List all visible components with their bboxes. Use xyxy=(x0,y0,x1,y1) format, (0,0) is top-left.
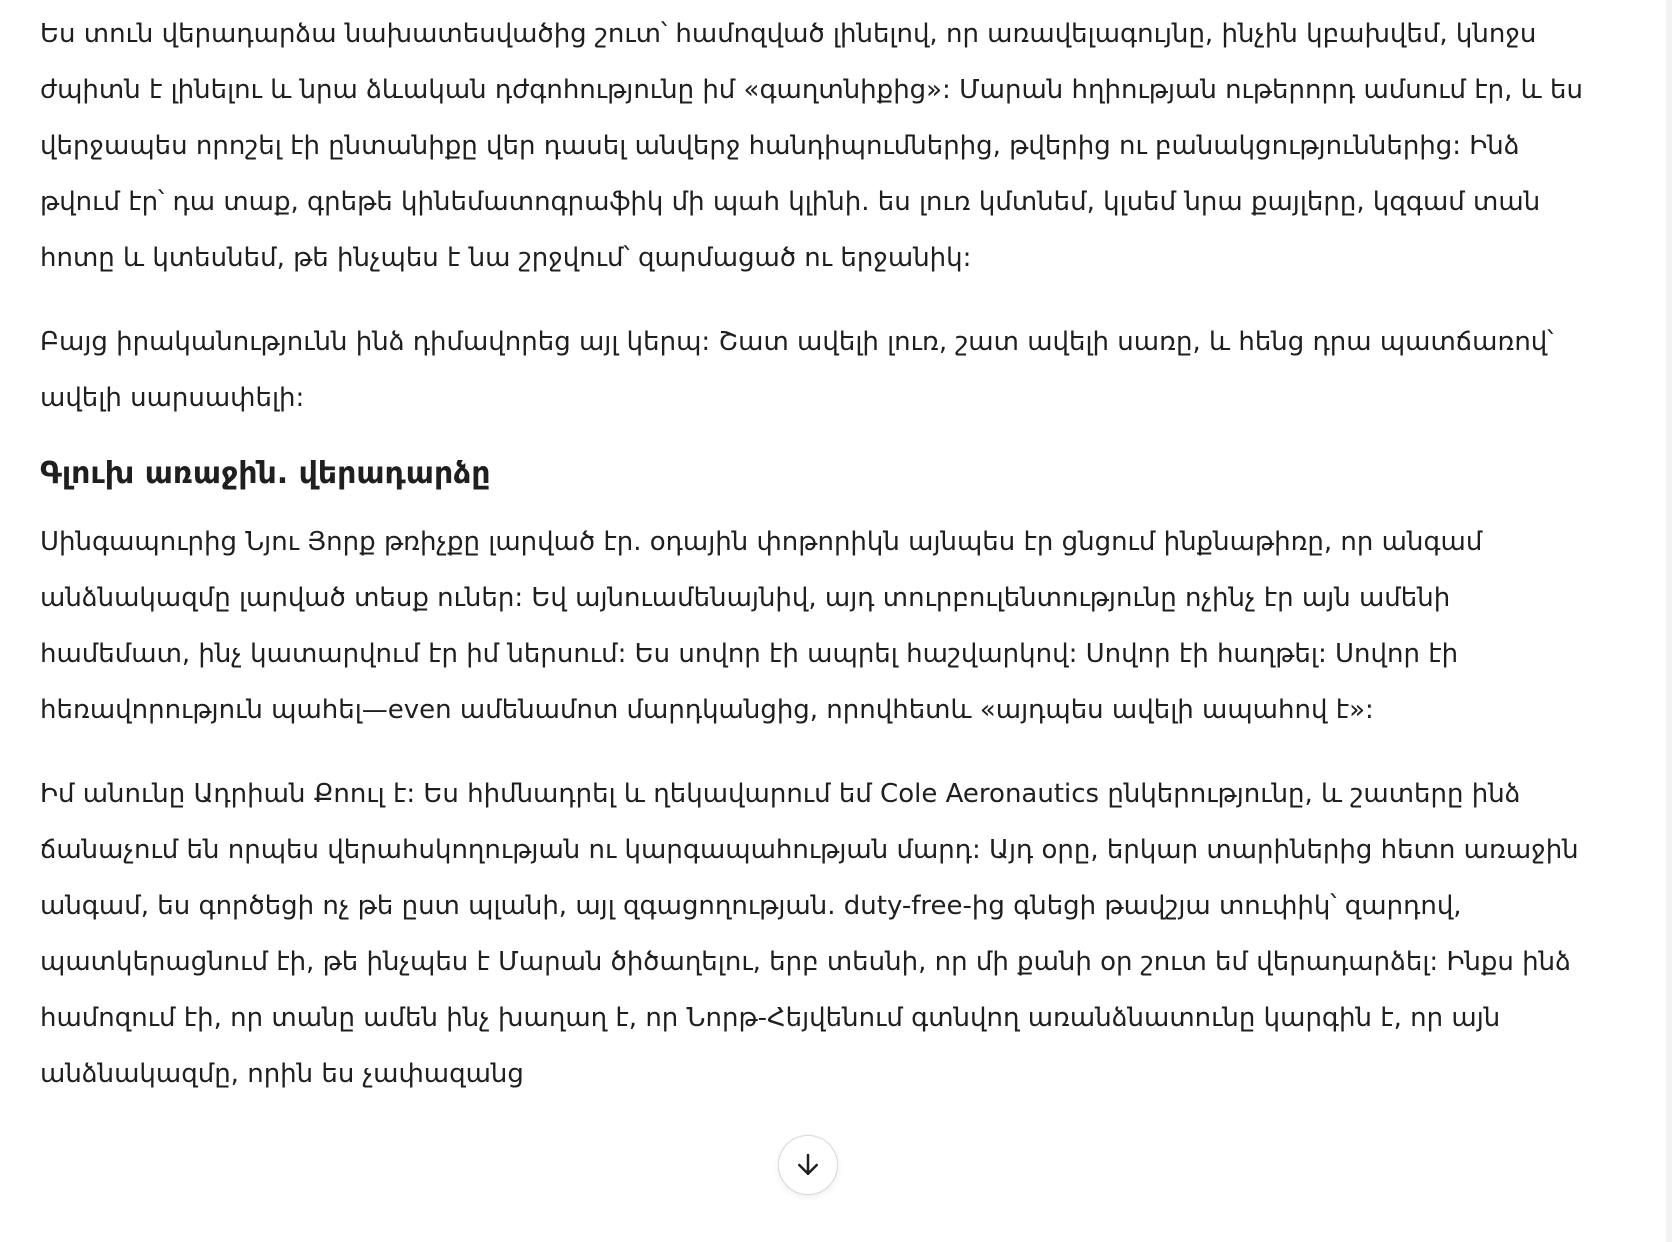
message-paragraph-4: Իմ անունը Ադրիան Քոուլ է: Ես հիմնադրել և ղեկավարում եմ Cole Aeronautics ընկերությունը, և շատերը ինձ ճանաչում են որպես վերահսկողության ու կարգապահության մարդ: Այդ օրը, երկար տարիներից հետո առաջին անգամ, ես գործեցի ոչ թե ըստ պլանի, այլ զգացողության. duty-free-ից գնեցի թավշյա տուփիկ՝ զարդով, պատկերացնում էի, թե ինչպես է Մարան ծիծաղելու, երբ տեսնի, որ մի քանի օր շուտ եմ վերադարձել: Ինքս ինձ համոզում էի, որ տանը ամեն ինչ խաղաղ է, որ Նորթ-Հեյվենում գտնվող առանձնատունը կարգին է, որ այն անձնակազմը, որին ես չափազանց xyxy=(40,779,1579,1089)
scrollbar-track[interactable] xyxy=(1666,0,1672,1242)
message-paragraph-1: Ես տուն վերադարձա նախատեսվածից շուտ՝ համոզված լինելով, որ առավելագույնը, ինչին կբախվեմ, կնոջս ժպիտն է լինելու և նրա ձևական դժգոհությունը իմ «գաղտնիքից»: Մարան հղիության ութերորդ ամսում էր, և ես վերջապես որոշել էի ընտանիքը վեր դասել անվերջ հանդիպումներից, թվերից ու բանակցություններից: Ինձ թվում էր՝ դա տաք, գրեթե կինեմատոգրաֆիկ մի պահ կլինի. ես լուռ կմտնեմ, կլսեմ նրա քայլերը, կզգամ տան հոտը և կտեսնեմ, թե ինչպես է նա շրջվում՝ զարմացած ու երջանիկ: xyxy=(40,19,1583,273)
arrow-down-icon xyxy=(793,1150,823,1180)
scroll-to-bottom-button[interactable] xyxy=(778,1135,838,1195)
assistant-message xyxy=(40,6,1600,1130)
message-paragraph-3: Սինգապուրից Նյու Յորք թռիչքը լարված էր. օդային փոթորիկն այնպես էր ցնցում ինքնաթիռը, որ անգամ անձնակազմը լարված տեսք ուներ: Եվ այնուամենայնիվ, այդ տուրբուլենտությունը ոչինչ էր այն ամենի համեմատ, ինչ կատարվում էր իմ ներսում: Ես սովոր էի ապրել հաշվարկով: Սովոր էի հաղթել: Սովոր էի հեռավորություն պահել—even ամենամոտ մարդկանցից, որովհետև «այդպես ավելի ապահով է»: xyxy=(40,527,1483,725)
message-paragraph-2: Բայց իրականությունն ինձ դիմավորեց այլ կերպ: Շատ ավելի լուռ, շատ ավելի սառը, և հենց դրա պատճառով՝ ավելի սարսափելի: xyxy=(40,327,1554,413)
chapter-heading: Գլուխ առաջին. վերադարձը xyxy=(40,456,491,491)
